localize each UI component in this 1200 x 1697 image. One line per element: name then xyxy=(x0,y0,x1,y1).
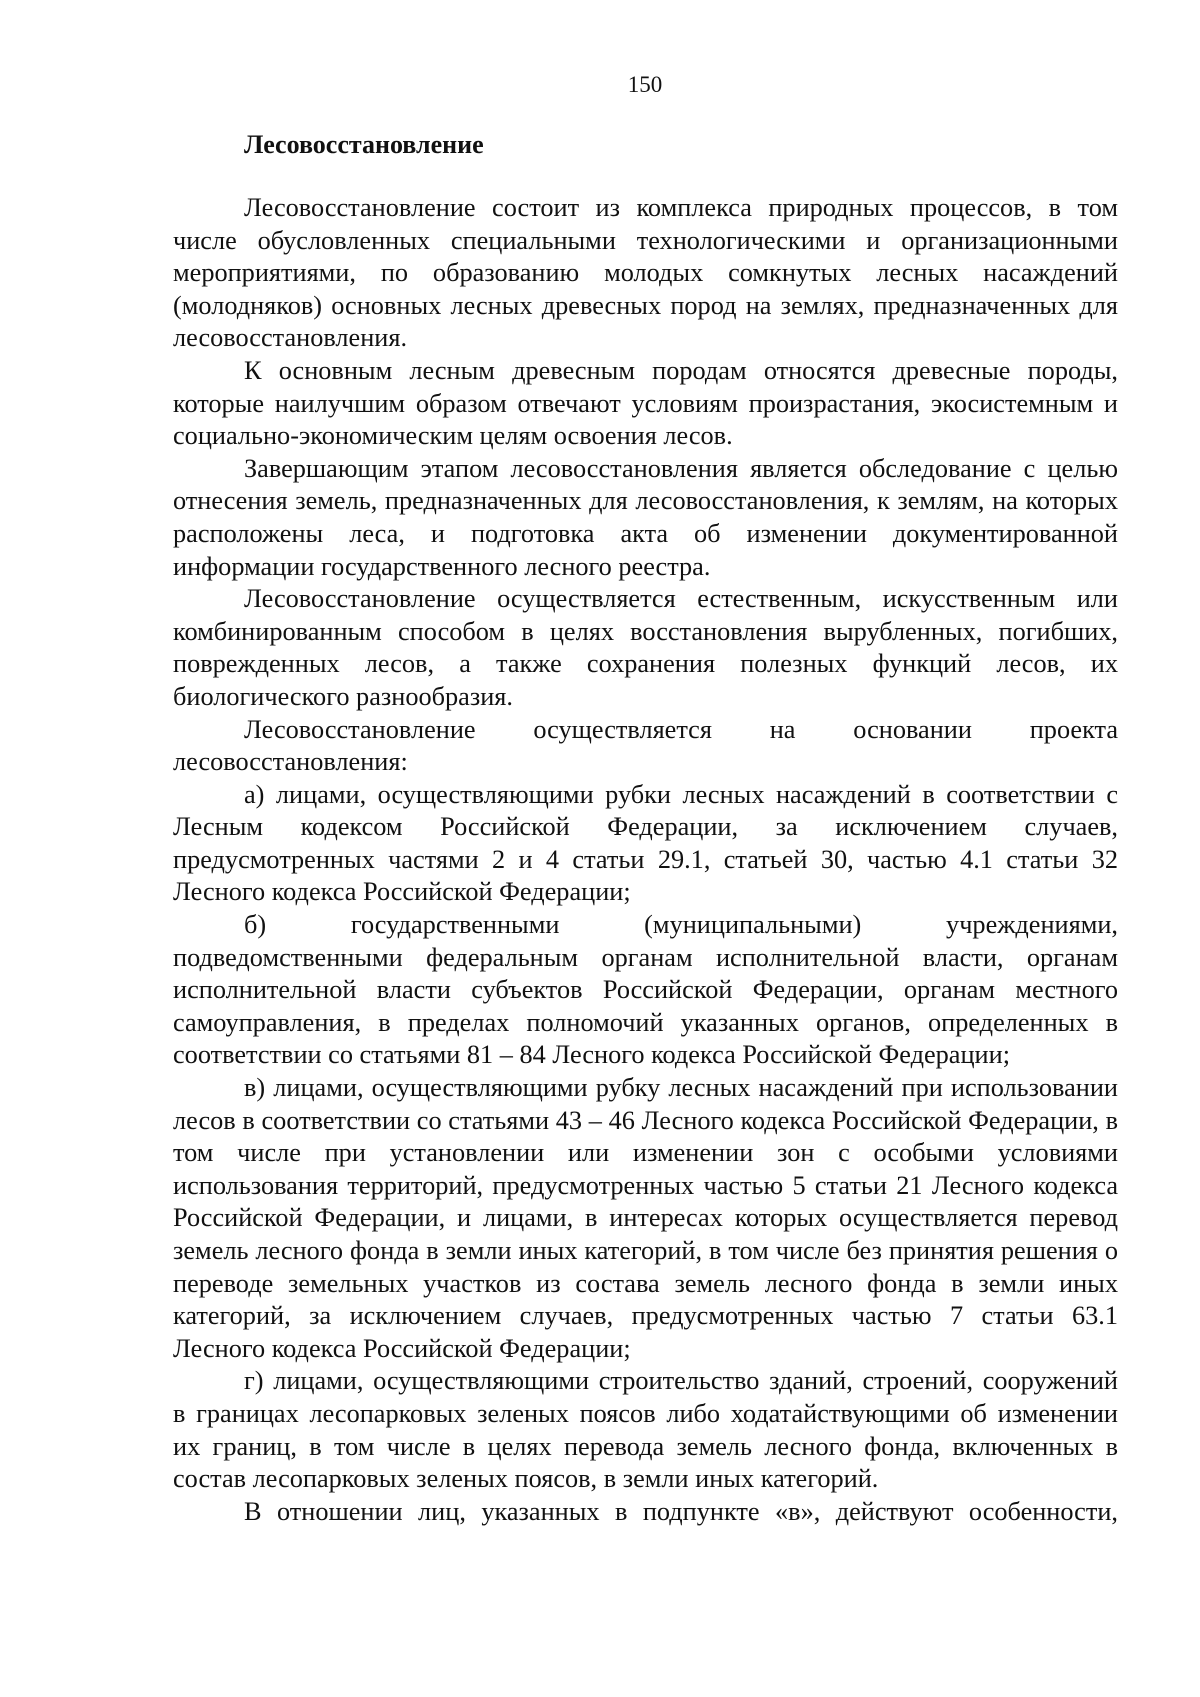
paragraph: Лесовосстановление осуществляется на основании проекта лесовосстановления: xyxy=(173,714,1118,777)
paragraph: г) лицами, осуществляющими строительство зданий, строений, сооружений в границах лесопарковых зеленых поясов либо ходатайствующими об изменении их границ, в том числе в целях перевода земель лесного фонда, включенных в состав лесопарковых зеленых поясов, в земли иных категорий. xyxy=(173,1366,1118,1494)
section-heading: Лесовосстановление xyxy=(244,130,484,159)
paragraph: Лесовосстановление осуществляется естественным, искусственным или комбинированным способом в целях восстановления вырубленных, погибших, поврежденных лесов, а также сохранения полезных функций лесов, их биологического разнообразия. xyxy=(173,584,1118,711)
paragraph: в) лицами, осуществляющими рубку лесных насаждений при использовании лесов в соответствии со статьями 43 – 46 Лесного кодекса Российской Федерации, в том числе при установлении или изменении зон с особыми условиями использования территорий, предусмотренных частью 5 статьи 21 Лесного кодекса Российской Федерации, и лицами, в интересах которых осуществляется перевод земель лесного фонда в земли иных категорий, в том числе без принятия решения о переводе земельных участков из состава земель лесного фонда в земли иных категорий, за исключением случаев, предусмотренных частью 7 статьи 63.1 Лесного кодекса Российской Федерации; xyxy=(173,1073,1118,1363)
paragraph: К основным лесным древесным породам относятся древесные породы, которые наилучшим образом отвечают условиям произрастания, экосистемным и социально-экономическим целям освоения лесов. xyxy=(173,355,1118,451)
paragraph: а) лицами, осуществляющими рубки лесных насаждений в соответствии с Лесным кодексом Российской Федерации, за исключением случаев, предусмотренных частями 2 и 4 статьи 29.1, статьей 30, частью 4.1 статьи 32 Лесного кодекса Российской Федерации; xyxy=(173,779,1118,907)
paragraph: В отношении лиц, указанных в подпункте «в», действуют особенности, xyxy=(244,1496,1118,1526)
paragraph: Лесовосстановление состоит из комплекса природных процессов, в том числе обусловленных специальными технологическими и организационными мероприятиями, по образованию молодых сомкнутых лесных насаждений (молодняков) основных лесных древесных пород на землях, предназначенных для лесовосстановления. xyxy=(173,193,1118,353)
paragraph: б) государственными (муниципальными) учреждениями, подведомственными федеральным органам исполнительной власти, органам исполнительной власти субъектов Российской Федерации, органам местного самоуправления, в пределах полномочий указанных органов, определенных в соответствии со статьями 81 – 84 Лесного кодекса Российской Федерации; xyxy=(173,910,1118,1070)
page-number: 150 xyxy=(627,72,663,97)
document-body xyxy=(173,192,1118,1528)
paragraph: Завершающим этапом лесовосстановления является обследование с целью отнесения земель, предназначенных для лесовосстановления, к землям, на которых расположены леса, и подготовка акта об изменении документированной информации государственного лесного реестра. xyxy=(173,453,1118,581)
